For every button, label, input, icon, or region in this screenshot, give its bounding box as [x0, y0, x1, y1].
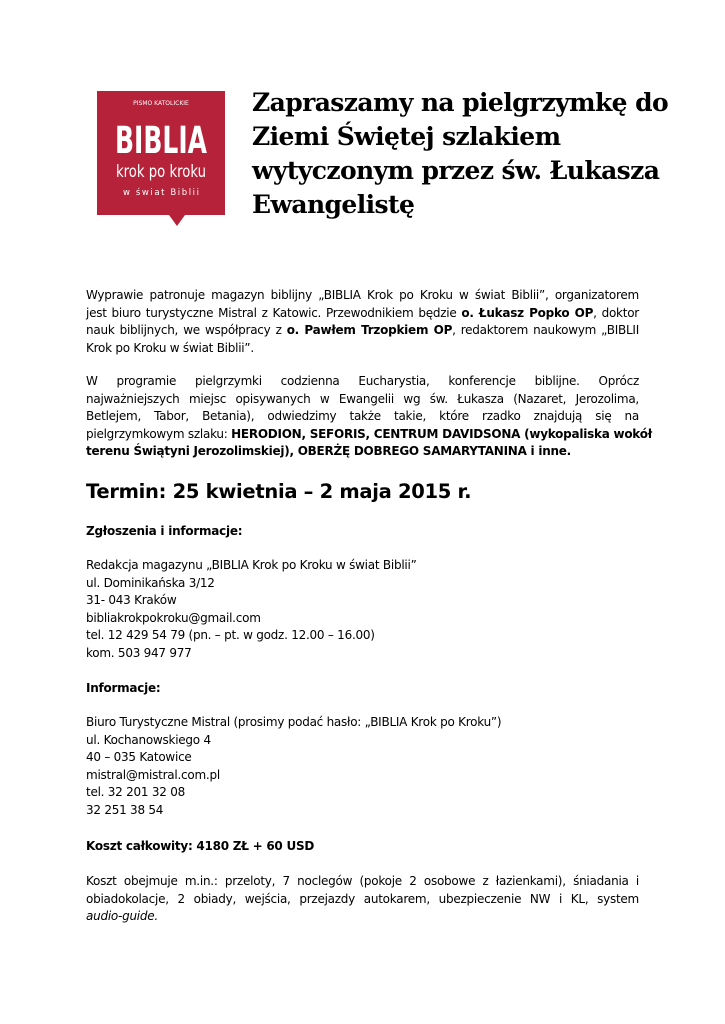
section-heading: Koszt całkowity: 4180 ZŁ + 60 USD [86, 839, 315, 853]
contact-line: ul. Dominikańska 3/12 [86, 575, 215, 590]
section-heading: Zgłoszenia i informacje: [86, 524, 243, 538]
title-line: Ewangelistę [252, 190, 415, 219]
contact-line: Biuro Turystyczne Mistral (prosimy podać hasło: „BIBLIA Krok po Kroku”) [86, 715, 502, 729]
logo-main-text: BIBLIA [115, 119, 208, 162]
paragraph-line: W programie pielgrzymki codzienna Eucharystia, konferencje biblijne. Oprócz [86, 374, 639, 388]
paragraph-line [86, 426, 652, 444]
contact-phone: 32 251 38 54 [86, 802, 164, 817]
paragraph-line [86, 305, 639, 323]
contact-line: Redakcja magazynu „BIBLIA Krok po Kroku w świat Biblii” [86, 558, 417, 572]
paragraph-line [86, 908, 639, 926]
contact-line: 40 – 035 Katowice [86, 750, 192, 764]
cost-paragraph [86, 873, 639, 926]
title-line: wytyczonym przez św. Łukasza [252, 156, 660, 185]
biblia-logo [97, 91, 225, 226]
section-heading: Informacje: [86, 681, 161, 695]
paragraph-line [86, 443, 639, 461]
text-run: jest biuro turystyczne Mistral z Katowic. Przewodnikiem będzie [86, 305, 462, 320]
contact-line: 31- 043 Kraków [86, 593, 177, 607]
paragraph-line: obiadokolacje, 2 obiady, wejścia, przejazdy autokarem, ubezpieczenie NW i KL, system [86, 891, 639, 906]
page-title [252, 86, 692, 222]
paragraph-line: najważniejszych miejsc opisywanych w Ewangelii wg św. Łukasza (Nazaret, Jerozolima, [86, 391, 639, 406]
co-guide-name: o. Pawłem Trzopkiem OP [286, 323, 453, 337]
highlight-places: terenu Świątyni Jerozolimskiej), OBERŻĘ DOBREGO SAMARYTANINA i inne. [86, 444, 571, 458]
contact-email: bibliakrokpokroku@gmail.com [86, 610, 261, 625]
text-run: nauk biblijnych, we współpracy z [86, 323, 287, 337]
paragraph-line [86, 322, 639, 340]
title-line: Ziemi Świętej szlakiem [252, 122, 561, 151]
guide-name: o. Łukasz Popko OP [461, 305, 594, 320]
text-run: pielgrzymkowym szlaku: [86, 426, 232, 441]
contact-phone: tel. 12 429 54 79 (pn. – pt. w godz. 12.00 – 16.00) [86, 628, 375, 642]
paragraph-line: Wyprawie patronuje magazyn biblijny „BIBLIA Krok po Kroku w świat Biblii”, organizatorem [86, 288, 639, 302]
contact-email: mistral@mistral.com.pl [86, 767, 220, 782]
italic-text: audio-guide. [86, 909, 158, 923]
cost-heading [86, 838, 639, 856]
paragraph-line: Koszt obejmuje m.in.: przeloty, 7 noclegów (pokoje 2 osobowe z łazienkami), śniadania i [86, 874, 639, 888]
contact-phone: tel. 32 201 32 08 [86, 785, 185, 799]
text-run: , redaktorem naukowym „BIBLII [452, 323, 639, 337]
highlight-places: HERODION, SEFORIS, CENTRUM DAVIDSONA (wykopaliska wokół [231, 426, 652, 441]
registration-contact [86, 557, 639, 662]
paragraph-line: Betlejem, Tabor, Betania), odwiedzimy także takie, które rzadko znajdują się na [86, 409, 639, 423]
paragraph-line: Krok po Kroku w świat Biblii”. [86, 340, 254, 355]
contact-line: ul. Kochanowskiego 4 [86, 732, 211, 747]
text-run: , doktor [593, 305, 639, 320]
contact-mobile: kom. 503 947 977 [86, 645, 192, 660]
date-heading: Termin: 25 kwietnia – 2 maja 2015 r. [86, 480, 472, 503]
logo-line3-text: w świat Biblii [123, 188, 199, 198]
intro-paragraph [86, 287, 639, 357]
logo-line2-text: krok po kroku [116, 162, 206, 182]
registration-heading [86, 523, 639, 541]
info-contact [86, 714, 639, 819]
program-paragraph [86, 373, 652, 461]
info-heading [86, 680, 639, 698]
title-line: Zapraszamy na pielgrzymkę do [252, 88, 669, 117]
logo-top-text: PISMO KATOLICKIE [133, 100, 189, 107]
